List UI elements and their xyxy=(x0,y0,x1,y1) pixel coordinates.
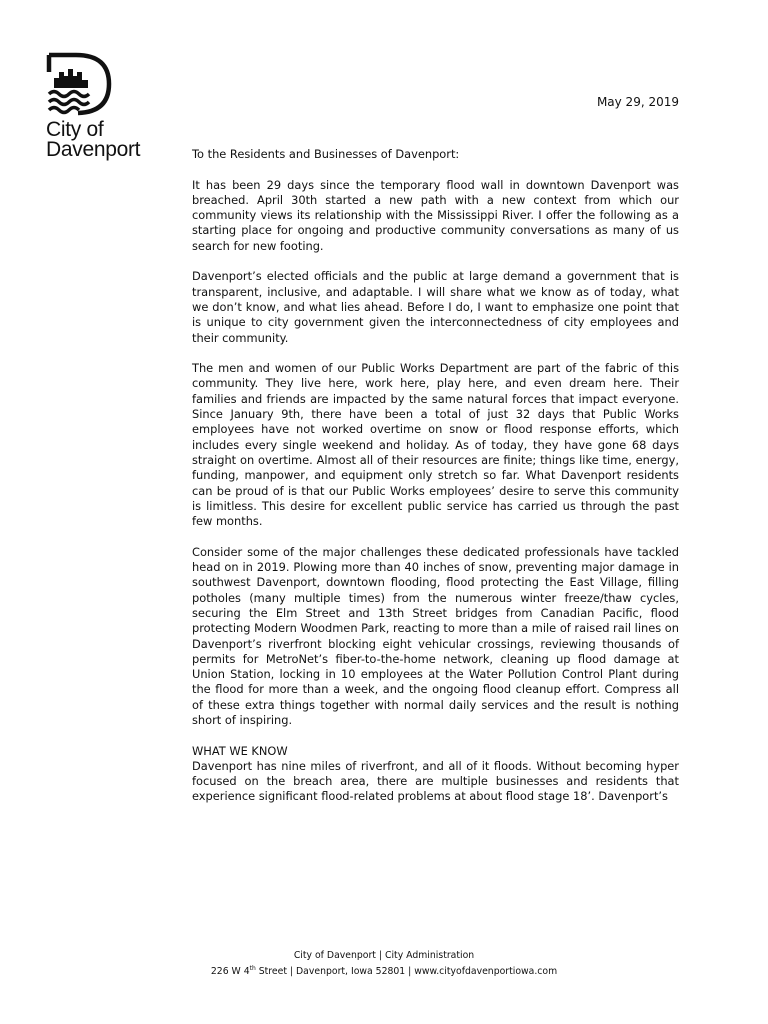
paragraph-3: The men and women of our Public Works Department are part of the fabric of this community. They live here, work here, play here, and even dream here. Their families and friends are impacted by the same natural forces that impact everyone. Since January 9th, there have been a total of just 32 days that Public Works employees have not worked overtime on snow or flood response efforts, which includes every single weekend and holiday. As of today, they have gone 68 days straight on overtime. Almost all of their resources are finite; things like time, energy, funding, manpower, and equipment only stretch so far. What Davenport residents can be proud of is that our Public Works employees’ desire to serve this community is limitless. This desire for excellent public service has carried us through the past few months. xyxy=(192,361,679,529)
logo-text xyxy=(46,120,156,160)
letter-date: May 29, 2019 xyxy=(596,95,679,109)
logo-line-1: City of xyxy=(46,118,104,141)
page-footer xyxy=(0,949,768,978)
city-skyline-river-icon xyxy=(46,52,112,116)
paragraph-1: It has been 29 days since the temporary flood wall in downtown Davenport was breached. April 30th started a new path with a new context from which our community views its relationship with the Mississippi River. I offer the following as a starting place for ongoing and productive community conversations as many of us search for new footing. xyxy=(192,177,679,253)
letter-body xyxy=(192,147,679,820)
logo-line-2: Davenport xyxy=(46,138,141,161)
section-paragraph: Davenport has nine miles of riverfront, and all of it floods. Without becoming hyper focused on the breach area, there are multiple businesses and residents that experience significant flood-related problems at about flood stage 18’. Davenport’s xyxy=(192,758,679,804)
footer-address-suffix: Street | Davenport, Iowa 52801 | www.cityofdavenportiowa.com xyxy=(255,966,558,978)
footer-address-prefix: 226 W 4 xyxy=(210,966,250,978)
footer-line-1: City of Davenport | City Administration xyxy=(293,950,475,961)
paragraph-4: Consider some of the major challenges these dedicated professionals have tackled head on in 2019. Plowing more than 40 inches of snow, preventing major damage in southwest Davenport, downtown flooding, flood protecting the East Village, filling potholes (many multiple times) from the numerous winter freeze/thaw cycles, securing the Elm Street and 13th Street bridges from Canadian Pacific, flood protecting Modern Woodmen Park, reacting to more than a mile of raised rail lines on Davenport’s riverfront blocking eight vehicular crossings, reviewing thousands of permits for MetroNet’s fiber-to-the-home network, cleaning up flood damage at Union Station, locking in 10 employees at the Water Pollution Control Plant during the flood for more than a week, and the ongoing flood cleanup effort. Compress all of these extra things together with normal daily services and the result is nothing short of inspiring. xyxy=(192,544,679,727)
city-logo xyxy=(46,52,156,160)
footer-address-sup: th xyxy=(249,965,256,972)
section-heading: WHAT WE KNOW xyxy=(192,743,288,758)
paragraph-2: Davenport’s elected officials and the public at large demand a government that is transparent, inclusive, and adaptable. I will share what we know as of today, what we don’t know, and what lies ahead. Before I do, I want to emphasize one point that is unique to city government given the interconnectedness of city employees and their community. xyxy=(192,269,679,345)
salutation: To the Residents and Businesses of Davenport: xyxy=(192,147,460,161)
footer-line-2 xyxy=(0,962,768,978)
